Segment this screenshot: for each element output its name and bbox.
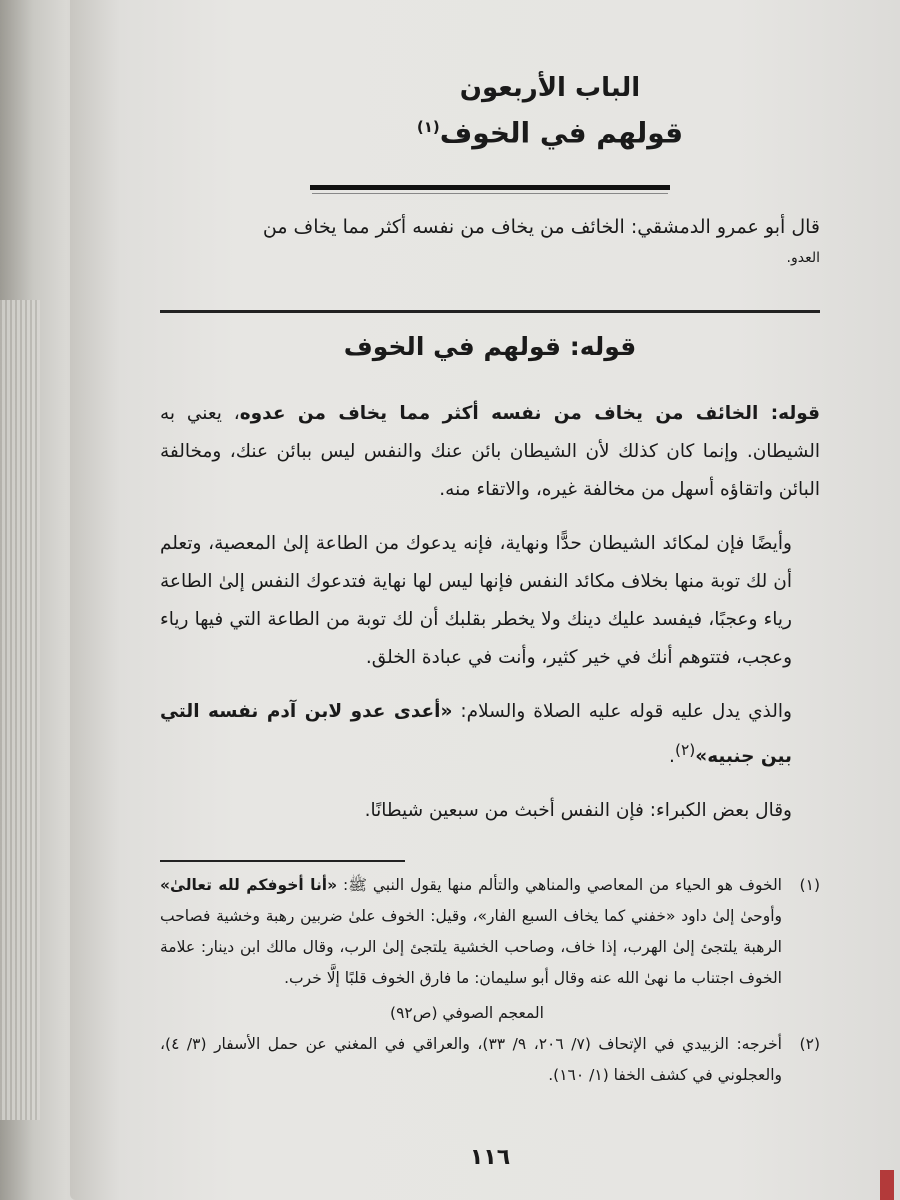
p1-lead: قوله: xyxy=(758,403,820,424)
footnote-rule xyxy=(160,860,405,862)
chapter-title-text: قولهم في الخوف xyxy=(439,116,684,150)
paragraph-2: وأيضًا فإن لمكائد الشيطان حدًّا ونهاية، فإنه يدعوك من الطاعة إلىٰ المعصية، وتعلم أن لك توبة منها بخلاف مكائد النفس فإنها ليس لها نهاية فتدعوك النفس إلىٰ الطاعة رياء وعجبًا، فيفسد عليك دينك ولا يخطر بقلبك أن لك توبة من الطاعة التي فيها رياء وعجب، فتتوهم أنك في خير كثير، وأنت في عبادة الخلق. xyxy=(160,533,792,668)
footnote-number: (٢) xyxy=(799,1035,820,1053)
page-number: ١١٦ xyxy=(469,1145,511,1170)
paragraph-4: وقال بعض الكبراء: فإن النفس أخبث من سبعين شيطانًا. xyxy=(364,800,792,822)
footnote-1-text-b: وأوحىٰ إلىٰ داود «خفني كما يخاف السبع الفار»، وقيل: الخوف علىٰ ضربين رهبة وخشية فصاحب الرهبة يلتجئ إلىٰ الهرب، إذا خاف، وصاحب الخشية يلتجئ إلىٰ الرب، وقال مالك ابن دينار: علامة الخوف اجتناب ما نهىٰ الله عنه وقال أبو سليمان: ما فارق الخوف قلبًا إلَّا خرب. xyxy=(160,907,782,987)
paragraph-3 xyxy=(160,693,820,776)
section-divider xyxy=(160,310,820,313)
intro-quote xyxy=(160,210,820,272)
intro-text: قال أبو عمرو الدمشقي: الخائف من يخاف من نفسه أكثر مما يخاف من xyxy=(262,216,820,238)
p1-quote: الخائف من يخاف من نفسه أكثر مما يخاف من عدوه xyxy=(239,403,759,424)
p3-footnote-ref: (٢) xyxy=(674,741,696,759)
footnote-1-source: المعجم الصوفي (ص٩٢) xyxy=(390,1004,544,1022)
p3-end: . xyxy=(669,746,675,768)
footnote-number: (١) xyxy=(799,876,820,894)
section-heading: قوله: قولهم في الخوف xyxy=(343,332,637,361)
footnote-1-text xyxy=(160,870,782,1029)
footnote-1-bold: «أنا أخوفكم لله تعالىٰ» xyxy=(160,876,338,894)
chapter-title xyxy=(280,106,820,154)
p3-quote: «أعدى عدو لابن آدم نفسه التي بين جنبيه» xyxy=(160,701,792,768)
footnote-1 xyxy=(160,870,820,1029)
footnotes xyxy=(160,870,820,1091)
chapter-number: الباب الأربعون xyxy=(459,73,641,103)
page-edges xyxy=(0,300,40,1120)
body-text xyxy=(160,395,820,846)
footnote-2-text: أخرجه: الزبيدي في الإتحاف (٧/ ٢٠٦، ٩/ ٣٣)، والعراقي في المغني عن حمل الأسفار (٣/ ٤)، والعجلوني في كشف الخفا (١/ ١٦٠). xyxy=(160,1035,782,1084)
p1-rest: ، يعني به الشيطان. وإنما كان كذلك لأن الشيطان بائن عنك والنفس ليس ببائن عنك، ومخالفة البائن واتقاؤه أسهل من مخالفة غيره، والاتقاء منه. xyxy=(160,403,820,500)
title-underline xyxy=(310,185,670,190)
paragraph-1 xyxy=(160,395,820,509)
page-content xyxy=(160,70,820,1180)
bookmark-ribbon xyxy=(880,1170,894,1200)
footnote-1-text-a: الخوف هو الحياء من المعاصي والمناهي والتألم منها يقول النبي ﷺ: xyxy=(337,876,782,894)
p3-lead: والذي يدل عليه قوله عليه الصلاة والسلام: xyxy=(452,701,792,722)
chapter-footnote-ref: (١) xyxy=(416,118,440,136)
footnote-2 xyxy=(160,1029,820,1091)
intro-tail: العدو. xyxy=(786,250,820,266)
